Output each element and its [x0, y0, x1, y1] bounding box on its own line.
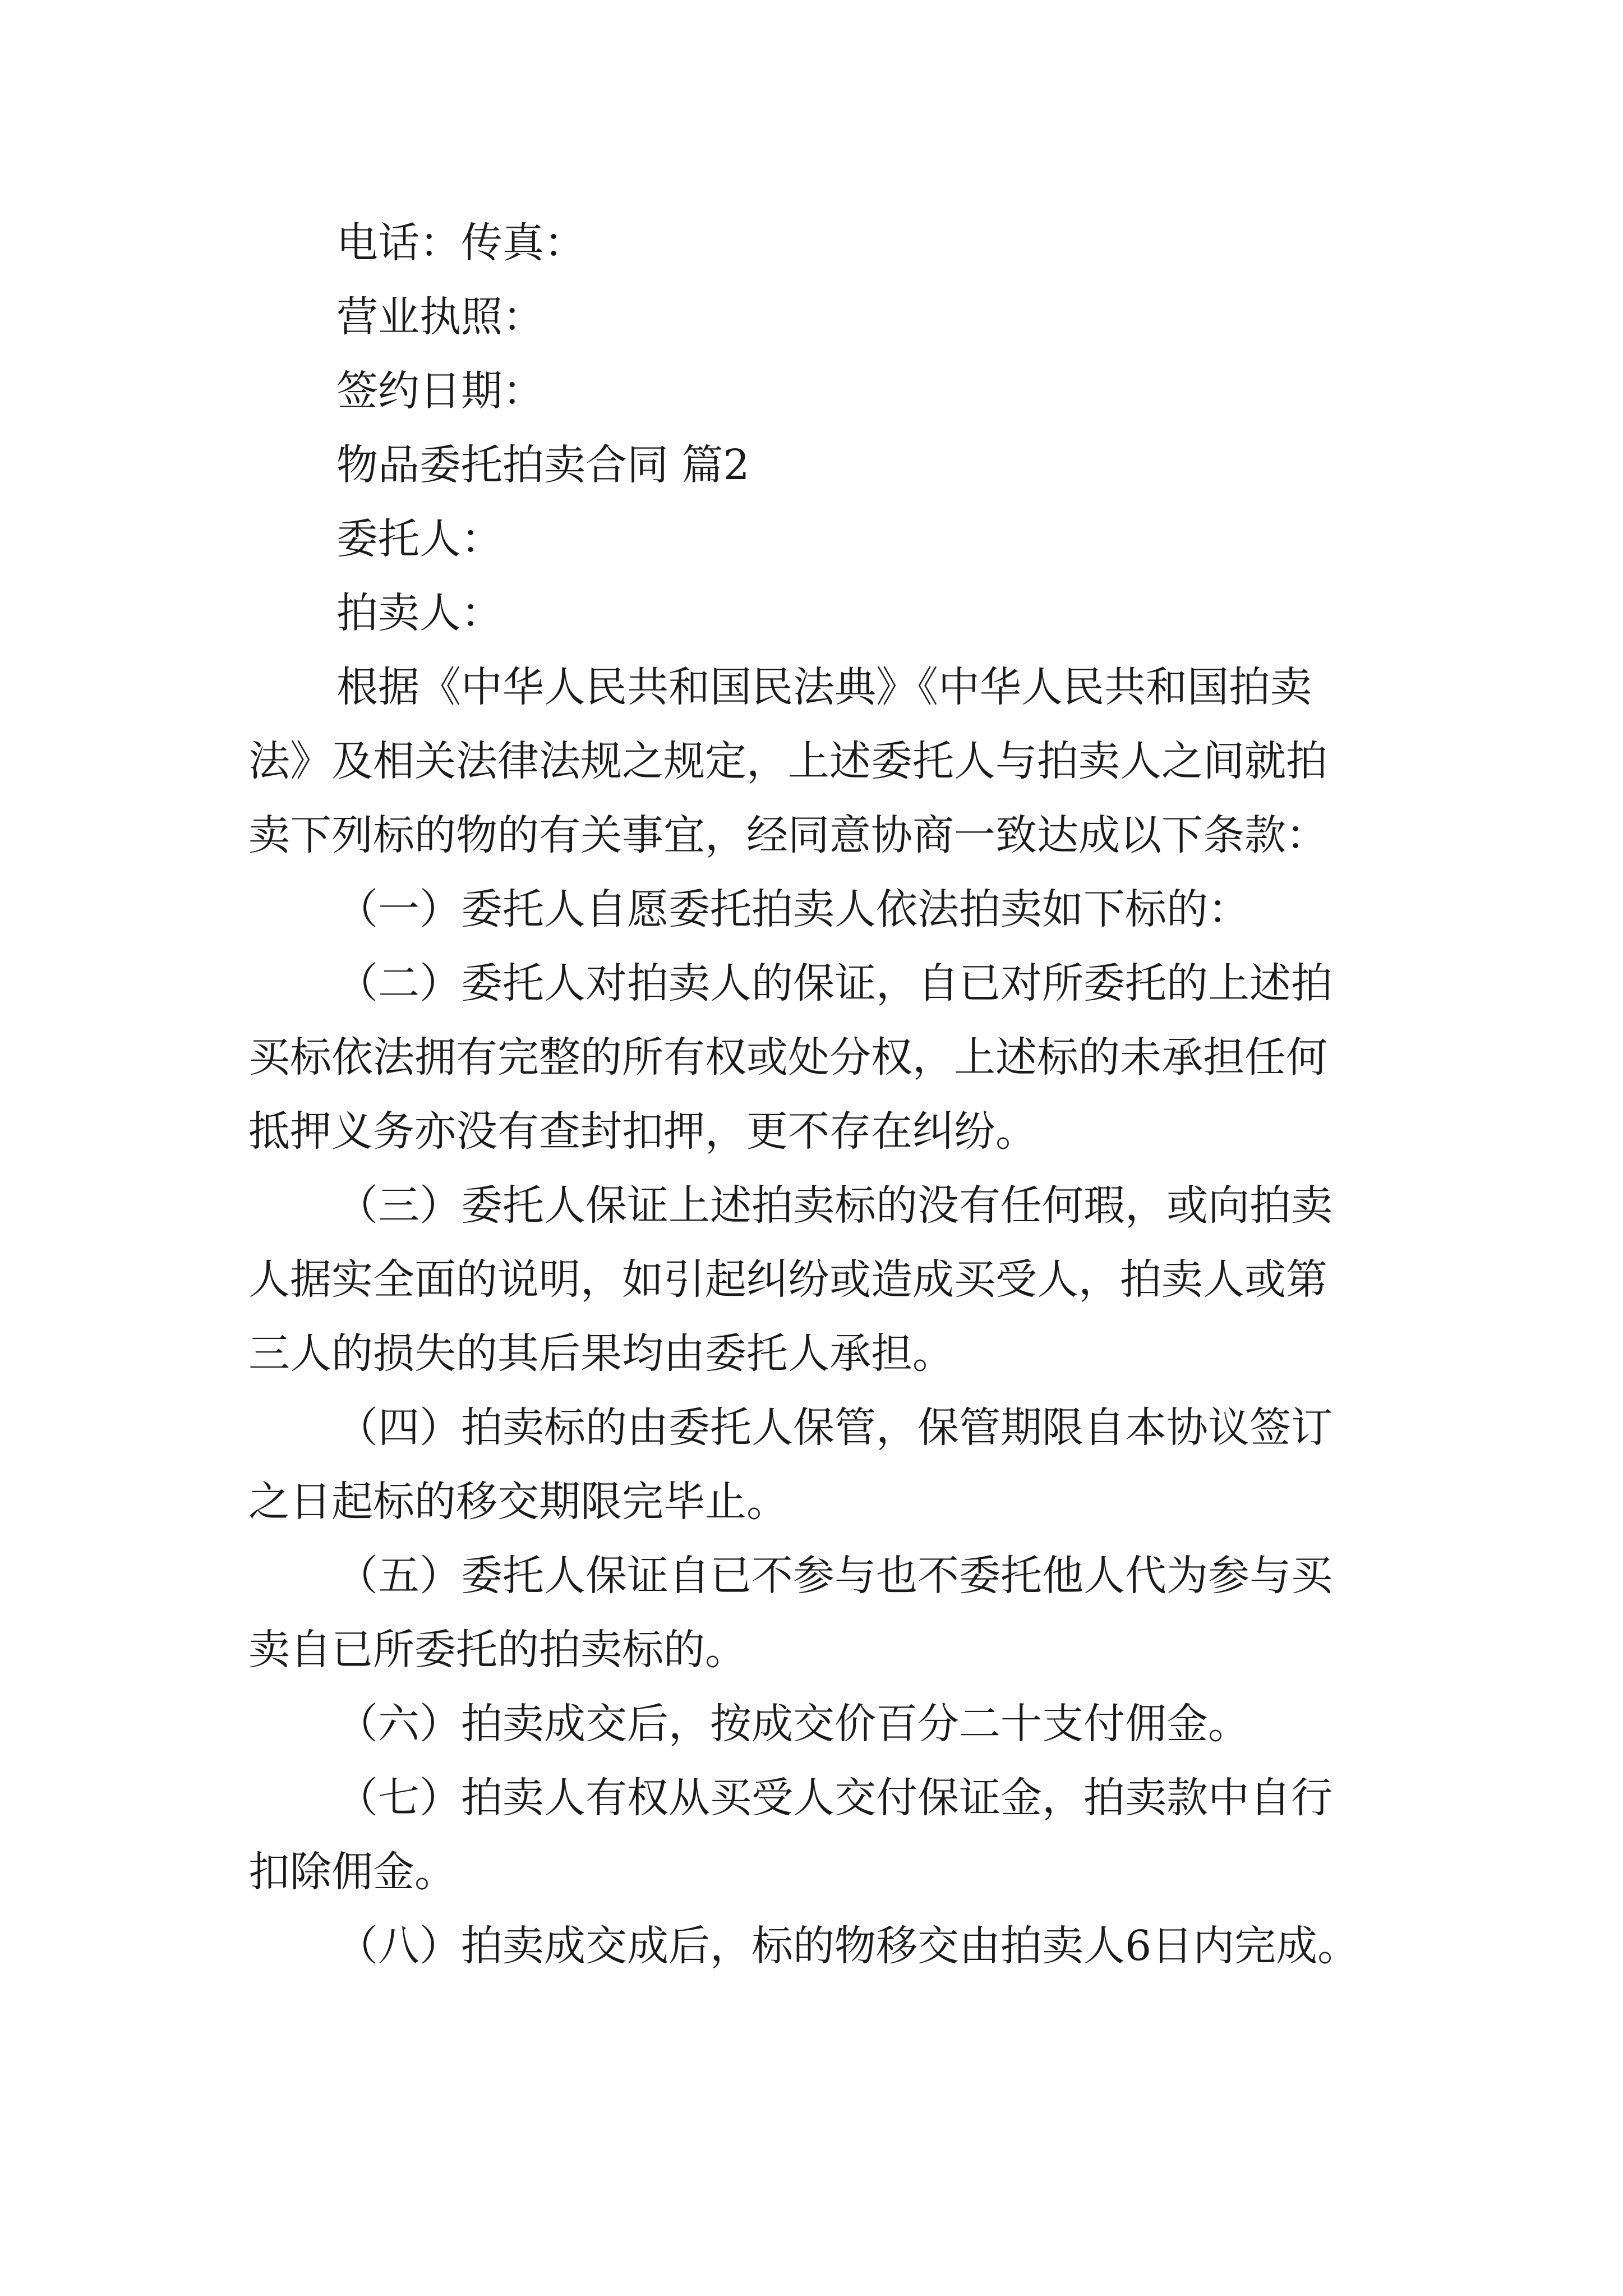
clause-8-line: （八）拍卖成交成后，标的物移交由拍卖人6日内完成。 — [336, 1922, 1359, 1970]
clause-5-line: （五）委托人保证自已不参与也不委托他人代为参与买 — [336, 1552, 1332, 1600]
clause-4-line: （四）拍卖标的由委托人保管，保管期限自本协议签订 — [336, 1404, 1332, 1452]
clause-6-line: （六）拍卖成交后，按成交价百分二十支付佣金。 — [336, 1700, 1249, 1748]
section-title: 物品委托拍卖合同 篇2 — [336, 441, 750, 489]
clause-5-line: 卖自已所委托的拍卖标的。 — [248, 1626, 746, 1674]
clause-7-line: （七）拍卖人有权从买受人交付保证金，拍卖款中自行 — [336, 1774, 1332, 1822]
consignor-line: 委托人： — [336, 515, 502, 563]
clause-2-line: 买标依法拥有完整的所有权或处分权，上述标的未承担任何 — [248, 1033, 1327, 1082]
signing-date-line: 签约日期： — [336, 367, 544, 415]
preamble-line: 根据《中华人民共和国民法典》《中华人民共和国拍卖 — [336, 663, 1312, 711]
business-license-line: 营业执照： — [336, 293, 544, 341]
clause-3-line: 三人的损失的其后果均由委托人承担。 — [248, 1329, 954, 1378]
clause-2-line: （二）委托人对拍卖人的保证，自已对所委托的上述拍 — [336, 959, 1332, 1007]
clause-3-line: 人据实全面的说明，如引起纠纷或造成买受人，拍卖人或第 — [248, 1255, 1327, 1304]
phone-fax-line: 电话：传真： — [336, 219, 585, 267]
clause-7-line: 扣除佣金。 — [248, 1848, 456, 1896]
auctioneer-line: 拍卖人： — [336, 589, 502, 637]
clause-1-line: （一）委托人自愿委托拍卖人依法拍卖如下标的： — [336, 885, 1249, 933]
preamble-line: 卖下列标的物的有关事宜，经同意协商一致达成以下条款： — [248, 811, 1327, 859]
preamble-line: 法》及相关法律法规之规定，上述委托人与拍卖人之间就拍 — [248, 737, 1327, 785]
clause-3-line: （三）委托人保证上述拍卖标的没有任何瑕，或向拍卖 — [336, 1181, 1332, 1230]
clause-4-line: 之日起标的移交期限完毕止。 — [248, 1478, 788, 1526]
clause-2-line: 抵押义务亦没有查封扣押，更不存在纠纷。 — [248, 1107, 1037, 1156]
